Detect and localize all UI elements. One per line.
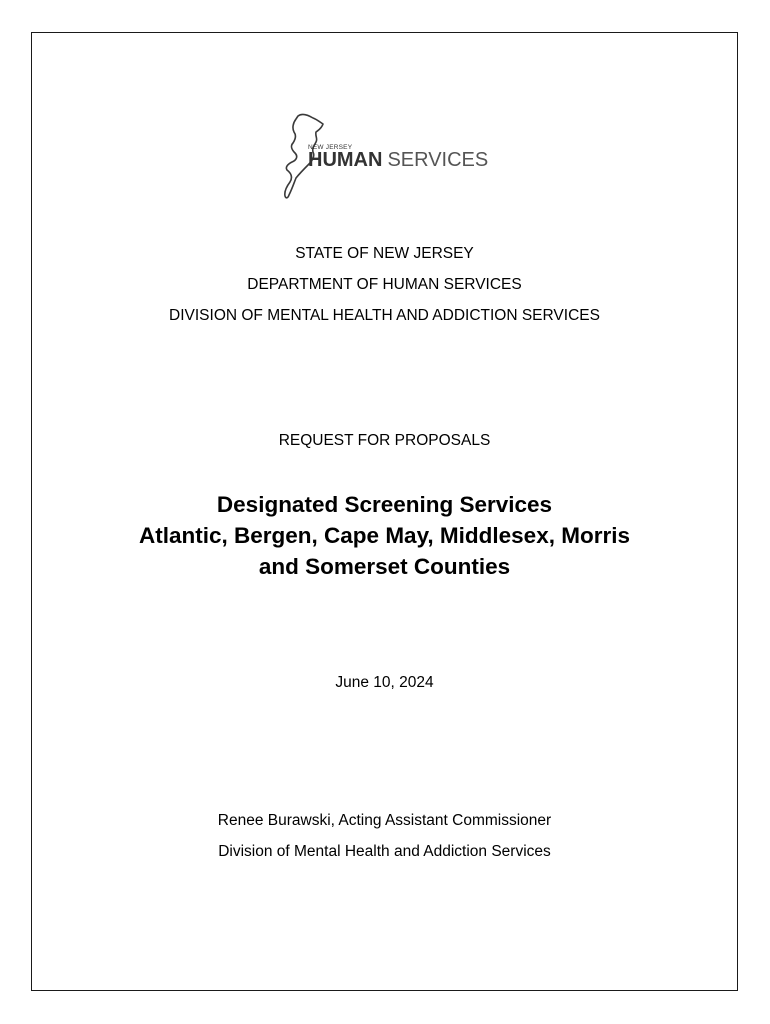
title-line-1: Designated Screening Services (216, 492, 553, 517)
nj-human-services-logo (282, 110, 496, 204)
header-division: DIVISION OF MENTAL HEALTH AND ADDICTION SERVICES (169, 307, 600, 324)
signatory-division: Division of Mental Health and Addiction Services (218, 843, 551, 860)
rfp-title (31, 489, 738, 582)
logo-services-text: SERVICES (387, 149, 489, 171)
header-state: STATE OF NEW JERSEY (295, 245, 474, 262)
signatory-name-title: Renee Burawski, Acting Assistant Commissioner (217, 812, 552, 829)
logo-human-text: HUMAN (308, 149, 383, 171)
document-type: REQUEST FOR PROPOSALS (278, 432, 491, 449)
issue-date: June 10, 2024 (335, 674, 434, 691)
title-line-2: Atlantic, Bergen, Cape May, Middlesex, Morris (139, 523, 630, 548)
logo-state-text: NEW JERSEY (308, 144, 353, 151)
title-line-3: and Somerset Counties (258, 554, 511, 579)
header-department: DEPARTMENT OF HUMAN SERVICES (247, 276, 522, 293)
logo-wordmark (308, 149, 488, 171)
